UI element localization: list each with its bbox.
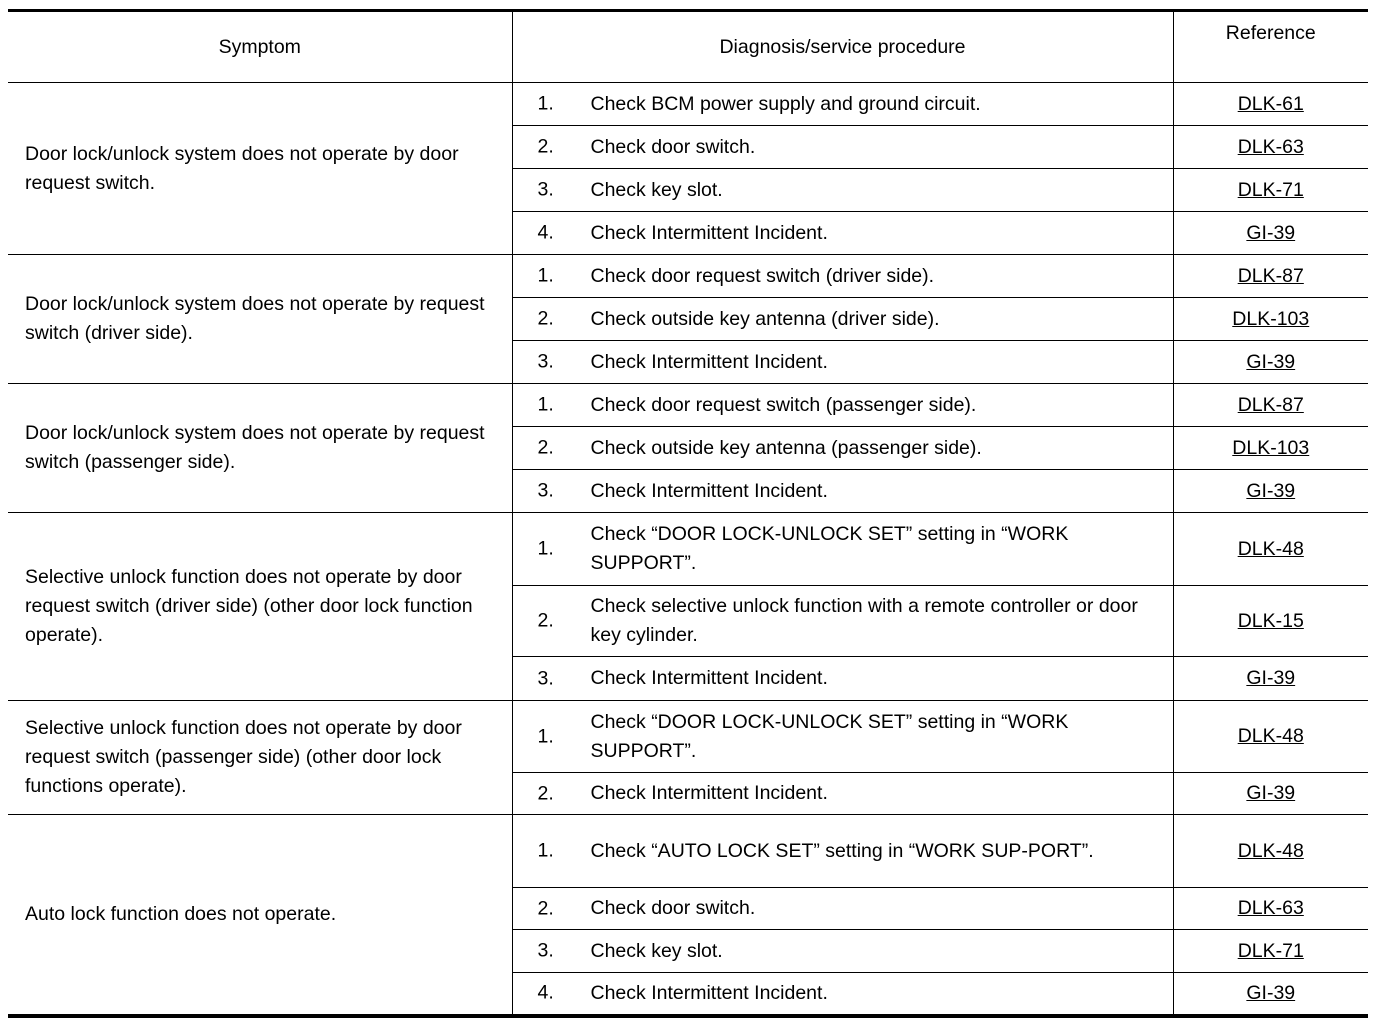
step-number: 3. [537,350,554,373]
step-text: Check outside key antenna (passenger side). [590,436,982,459]
procedure-step [512,773,1173,815]
symptom-cell: Door lock/unlock system does not operate by request switch (driver side). [8,255,512,384]
step-text: Check key slot. [590,939,723,962]
procedure-step [512,657,1173,701]
reference-link[interactable]: GI-39 [1173,773,1368,815]
procedure-step [512,815,1173,888]
step-number: 1. [537,393,554,416]
reference-link[interactable]: DLK-87 [1173,384,1368,427]
step-number: 1. [537,839,554,862]
reference-link[interactable]: GI-39 [1173,341,1368,384]
reference-link[interactable]: GI-39 [1173,212,1368,255]
step-text: Check door switch. [590,135,756,158]
step-text: Check door request switch (driver side). [590,264,935,287]
header-row [8,11,1368,83]
procedure-step [512,384,1173,427]
step-number: 3. [537,939,554,962]
step-text: Check selective unlock function with a remote controller or door key cylinder. [590,595,1138,646]
step-number: 1. [537,264,554,287]
reference-link[interactable]: DLK-48 [1173,513,1368,586]
procedure-step [512,888,1173,930]
table-row [8,83,1368,126]
table-row [8,701,1368,773]
step-number: 1. [537,92,554,115]
reference-link[interactable]: DLK-63 [1173,888,1368,930]
step-text: Check “DOOR LOCK-UNLOCK SET” setting in “WORK SUPPORT”. [590,710,1069,762]
table-row [8,255,1368,298]
procedure-step [512,470,1173,513]
step-text: Check Intermittent Incident. [590,782,828,804]
reference-link[interactable]: DLK-87 [1173,255,1368,298]
reference-link[interactable]: GI-39 [1173,657,1368,701]
step-number: 2. [537,436,554,459]
step-text: Check BCM power supply and ground circuit. [590,92,981,115]
procedure-step [512,126,1173,169]
step-number: 3. [537,667,554,689]
step-number: 2. [537,897,554,919]
reference-link[interactable]: DLK-103 [1173,427,1368,470]
step-number: 1. [537,725,554,747]
diagnosis-table [8,9,1368,1018]
procedure-step [512,930,1173,973]
procedure-step [512,513,1173,586]
step-number: 1. [537,537,554,560]
symptom-header: Symptom [8,11,512,83]
step-text: Check Intermittent Incident. [590,221,828,244]
step-number: 2. [537,135,554,158]
procedure-step [512,169,1173,212]
reference-header: Reference [1173,11,1368,83]
step-number: 4. [537,221,554,244]
step-number: 4. [537,981,554,1004]
reference-link[interactable]: DLK-61 [1173,83,1368,126]
symptom-cell: Auto lock function does not operate. [8,815,512,1016]
symptom-cell: Door lock/unlock system does not operate by door request switch. [8,83,512,255]
step-text: Check Intermittent Incident. [590,667,828,689]
reference-link[interactable]: DLK-71 [1173,930,1368,973]
step-text: Check key slot. [590,178,723,201]
step-number: 2. [537,782,554,804]
symptom-cell: Door lock/unlock system does not operate by request switch (passenger side). [8,384,512,513]
reference-link[interactable]: DLK-15 [1173,586,1368,657]
reference-link[interactable]: DLK-48 [1173,815,1368,888]
step-text: Check door switch. [590,897,756,919]
step-text: Check Intermittent Incident. [590,981,828,1004]
procedure-step [512,255,1173,298]
reference-link[interactable]: GI-39 [1173,973,1368,1016]
step-text: Check “DOOR LOCK-UNLOCK SET” setting in “WORK SUPPORT”. [590,523,1069,574]
step-text: Check outside key antenna (driver side). [590,307,940,330]
reference-link[interactable]: DLK-63 [1173,126,1368,169]
procedure-step [512,586,1173,657]
procedure-step [512,298,1173,341]
symptom-cell: Selective unlock function does not operate by door request switch (driver side) (other door lock function operate). [8,513,512,701]
procedure-step [512,427,1173,470]
step-number: 3. [537,479,554,502]
reference-link[interactable]: DLK-48 [1173,701,1368,773]
procedure-header: Diagnosis/service procedure [512,11,1173,83]
procedure-step [512,212,1173,255]
reference-link[interactable]: DLK-103 [1173,298,1368,341]
step-text: Check “AUTO LOCK SET” setting in “WORK SUP-PORT”. [590,839,1094,862]
step-number: 2. [537,307,554,330]
symptom-cell: Selective unlock function does not operate by door request switch (passenger side) (other door lock functions operate). [8,701,512,815]
procedure-step [512,341,1173,384]
procedure-step [512,701,1173,773]
reference-link[interactable]: DLK-71 [1173,169,1368,212]
procedure-step [512,973,1173,1016]
table-row [8,815,1368,888]
reference-link[interactable]: GI-39 [1173,470,1368,513]
step-text: Check door request switch (passenger side). [590,393,977,416]
table-row [8,384,1368,427]
step-text: Check Intermittent Incident. [590,479,828,502]
step-number: 2. [537,609,554,632]
step-number: 3. [537,178,554,201]
step-text: Check Intermittent Incident. [590,350,828,373]
procedure-step [512,83,1173,126]
table-row [8,513,1368,586]
